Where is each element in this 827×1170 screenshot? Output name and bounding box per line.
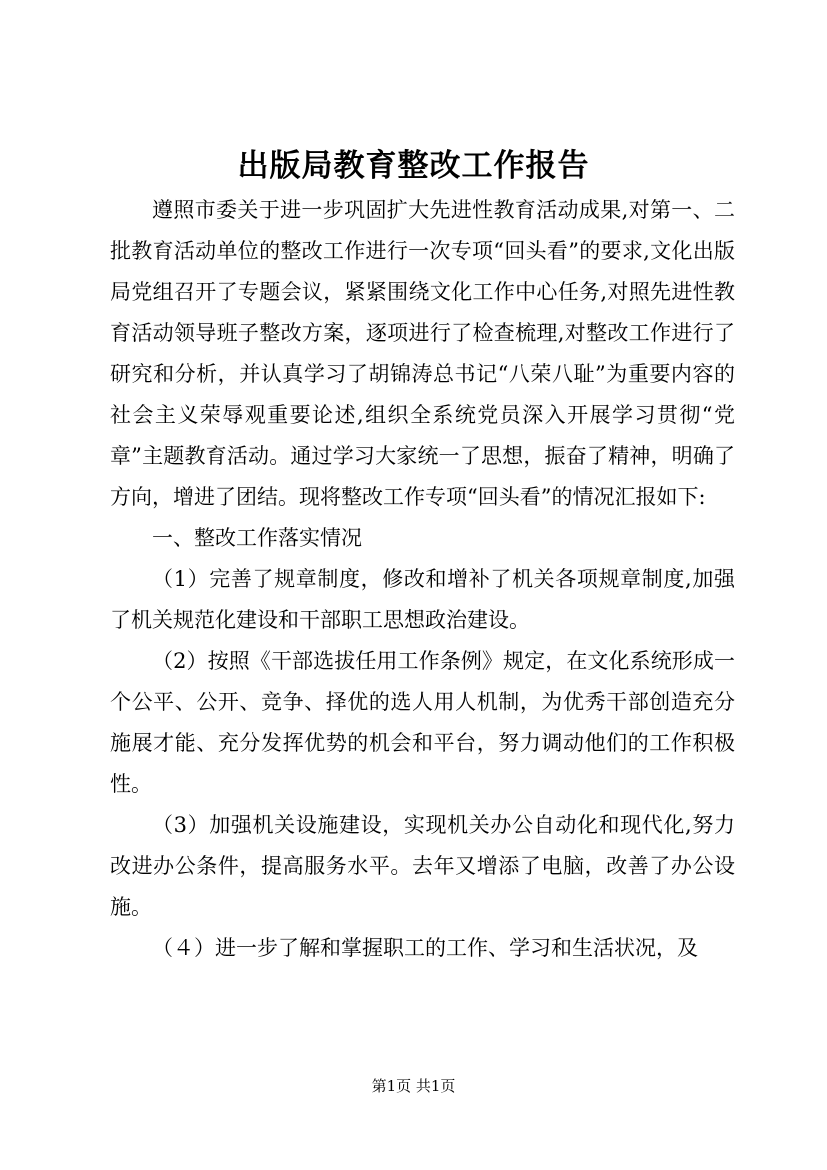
- section-heading: 一、整改工作落实情况: [152, 526, 362, 550]
- paragraph-item-3: （3）加强机关设施建设，实现机关办公自动化和现代化,努力改进办公条件，提高服务水平。去年又增添了电脑，改善了办公设施。: [110, 813, 735, 919]
- document-title: 出版局教育整改工作报告: [237, 148, 590, 184]
- page-footer: 第1页 共1页: [371, 1077, 456, 1095]
- paragraph-item-4: （４）进一步了解和掌握职工的工作、学习和生活状况，及: [152, 936, 698, 960]
- document-body: [110, 190, 735, 969]
- paragraph-item-2: （2）按照《干部选拔任用工作条例》规定，在文化系统形成一个公平、公开、竞争、择优的选人用人机制，为优秀干部创造充分施展才能、充分发挥优势的机会和平台，努力调动他们的工作积极性。: [110, 649, 735, 796]
- paragraph-item-1: （1）完善了规章制度，修改和增补了机关各项规章制度,加强了机关规范化建设和干部职工思想政治建设。: [110, 567, 735, 632]
- paragraph-intro: 遵照市委关于进一步巩固扩大先进性教育活动成果,对第一、二批教育活动单位的整改工作进行一次专项“回头看”的要求,文化出版局党组召开了专题会议，紧紧围绕文化工作中心任务,对照先进性教育活动领导班子整改方案，逐项进行了检查梳理,对整改工作进行了研究和分析，并认真学习了胡锦涛总书记“八荣八耻”为重要内容的社会主义荣辱观重要论述,组织全系统党员深入开展学习贯彻“党章”主题教育活动。通过学习大家统一了思想，振奋了精神，明确了方向，增进了团结。现将整改工作专项“回头看”的情况汇报如下:: [110, 198, 735, 509]
